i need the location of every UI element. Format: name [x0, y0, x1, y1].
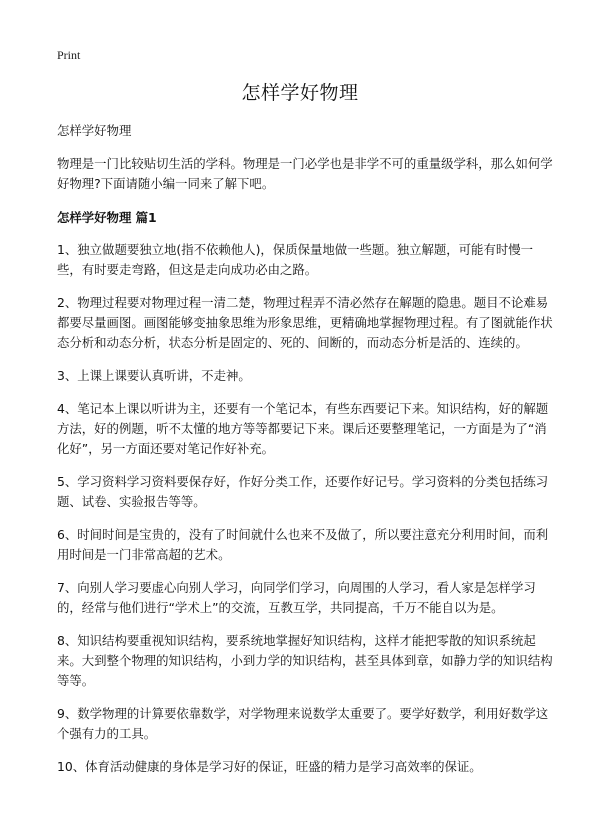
list-item-4: 4、笔记本上课以听讲为主，还要有一个笔记本，有些东西要记下来。知识结构，好的解题方法，好的例题，听不太懂的地方等等都要记下来。课后还要整理笔记，一方面是为了“消化好”，另一方面还要对笔记作好补充。 [57, 401, 549, 456]
document-title: 怎样学好物理 [241, 82, 359, 104]
list-item-9: 9、数学物理的计算要依靠数学，对学物理来说数学太重要了。要学好数学，利用好数学这个强有力的工具。 [57, 706, 549, 741]
document-subtitle: 怎样学好物理 [57, 123, 132, 138]
section-heading: 怎样学好物理 篇1 [57, 210, 157, 225]
print-link[interactable]: Print [57, 48, 81, 62]
list-item-8: 8、知识结构要重视知识结构，要系统地掌握好知识结构，这样才能把零散的知识系统起来。大到整个物理的知识结构，小到力学的知识结构，甚至具体到章，如静力学的知识结构等等。 [57, 633, 553, 688]
list-item-5: 5、学习资料学习资料要保存好，作好分类工作，还要作好记号。学习资料的分类包括练习题、试卷、实验报告等等。 [57, 474, 549, 509]
list-item-10: 10、体育活动健康的身体是学习好的保证，旺盛的精力是学习高效率的保证。 [57, 759, 482, 774]
intro-paragraph: 物理是一门比较贴切生活的学科。物理是一门必学也是非学不可的重量级学科，那么如何学好物理?下面请随小编一同来了解下吧。 [57, 156, 553, 191]
document-body [57, 121, 553, 790]
list-item-7: 7、向别人学习要虚心向别人学习，向同学们学习，向周围的人学习，看人家是怎样学习的，经常与他们进行“学术上”的交流，互教互学，共同提高，千万不能自以为是。 [57, 580, 536, 615]
list-item-2: 2、物理过程要对物理过程一清二楚，物理过程弄不清必然存在解题的隐患。题目不论难易都要尽量画图。画图能够变抽象思维为形象思维，更精确地掌握物理过程。有了图就能作状态分析和动态分析，状态分析是固定的、死的、间断的，而动态分析是活的、连续的。 [57, 295, 553, 350]
list-item-3: 3、上课上课要认真听讲，不走神。 [57, 368, 251, 383]
list-item-1: 1、独立做题要独立地(指不依赖他人)，保质保量地做一些题。独立解题，可能有时慢一些，有时要走弯路，但这是走向成功必由之路。 [57, 242, 534, 277]
list-item-6: 6、时间时间是宝贵的，没有了时间就什么也来不及做了，所以要注意充分利用时间，而利用时间是一门非常高超的艺术。 [57, 527, 549, 562]
